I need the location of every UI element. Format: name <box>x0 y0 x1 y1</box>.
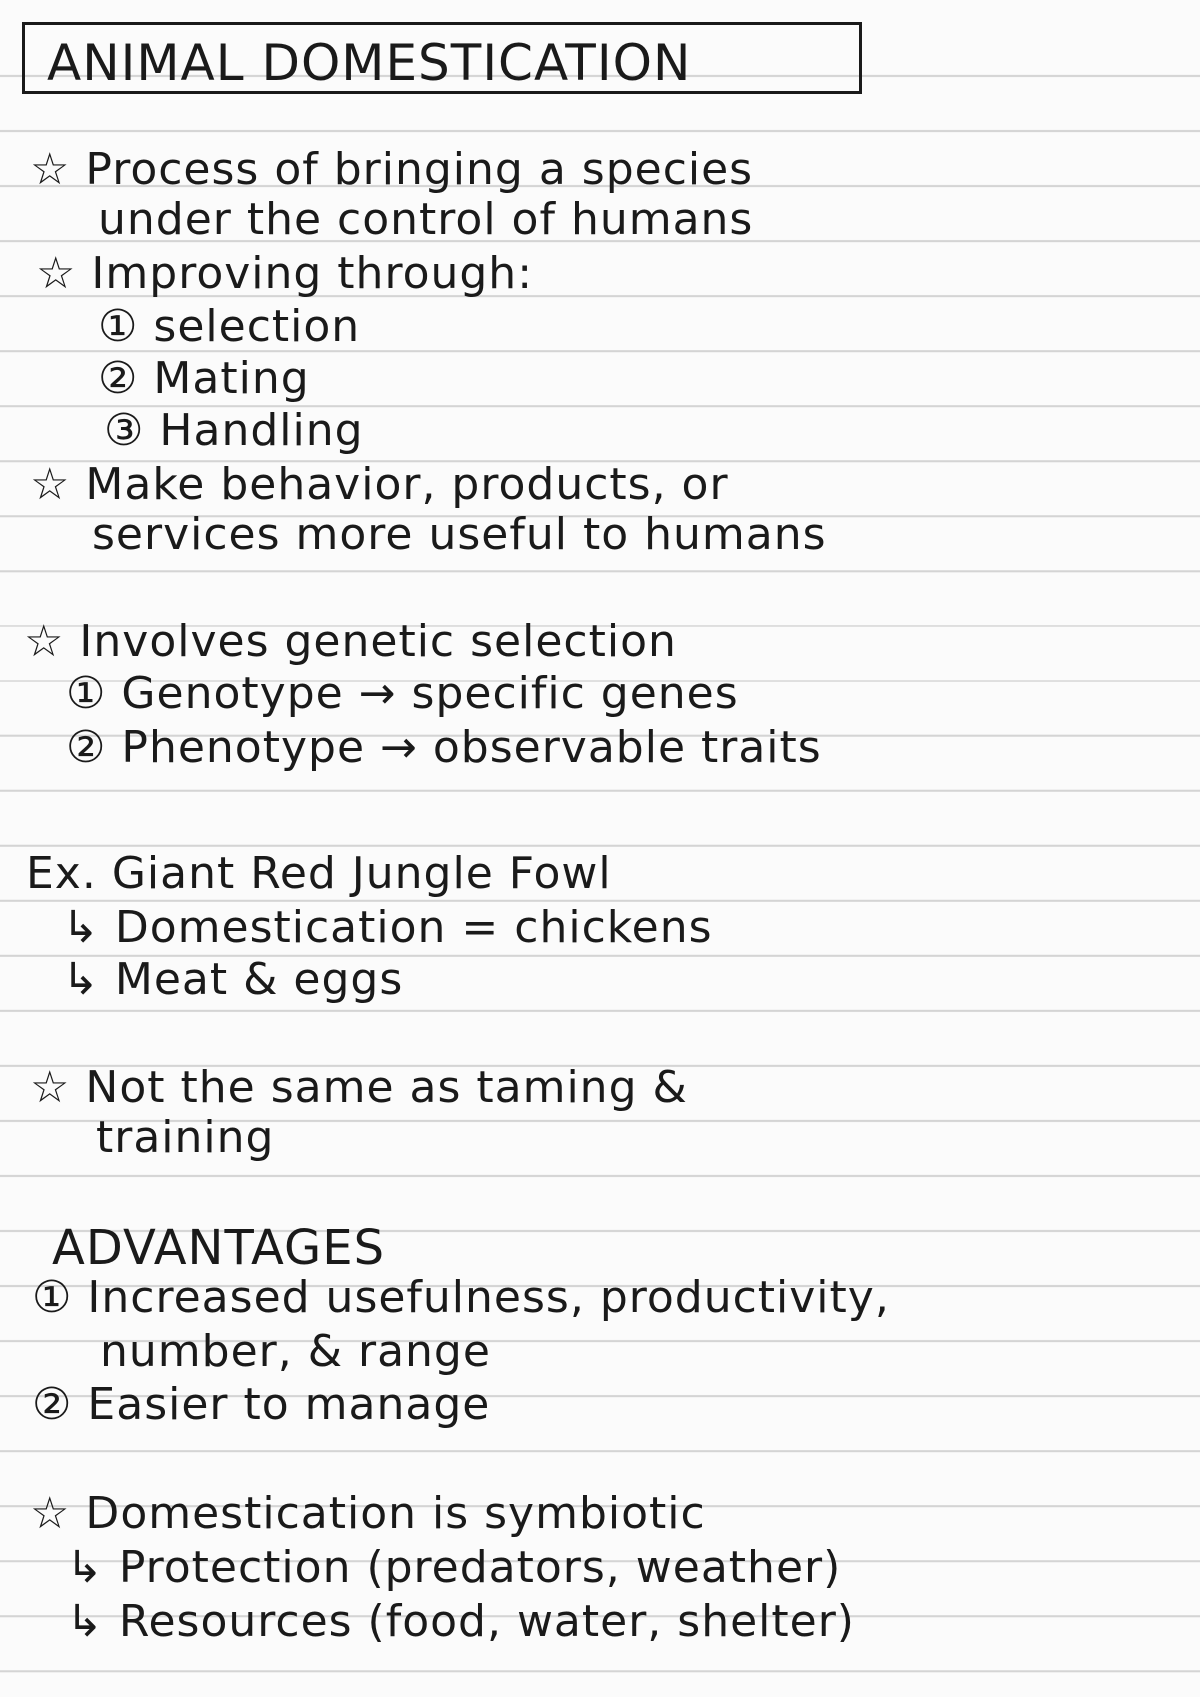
note-line: ☆ Improving through: <box>36 248 534 299</box>
list-item: ① Increased usefulness, productivity, <box>32 1272 890 1323</box>
note-line: under the control of humans <box>98 194 754 245</box>
page-title: ANIMAL DOMESTICATION <box>47 34 692 92</box>
note-line: services more useful to humans <box>92 509 827 560</box>
section-heading-advantages: ADVANTAGES <box>52 1220 386 1276</box>
note-line: ☆ Involves genetic selection <box>24 616 677 667</box>
list-item: ↳ Resources (food, water, shelter) <box>66 1596 855 1647</box>
list-item: ↳ Domestication = chickens <box>62 902 713 953</box>
note-line: ☆ Domestication is symbiotic <box>30 1488 706 1539</box>
list-item: ③ Handling <box>104 405 364 456</box>
title-box <box>22 22 862 94</box>
note-line: ☆ Process of bringing a species <box>30 144 754 195</box>
list-item: ② Easier to manage <box>32 1379 491 1430</box>
list-item: ↳ Meat & eggs <box>62 954 404 1005</box>
list-item: ① selection <box>98 301 361 352</box>
list-item: ② Phenotype → observable traits <box>66 722 822 773</box>
note-line: ☆ Make behavior, products, or <box>30 459 729 510</box>
note-line: ☆ Not the same as taming & <box>30 1062 688 1113</box>
list-item: ② Mating <box>98 353 310 404</box>
example-heading: Ex. Giant Red Jungle Fowl <box>26 848 612 899</box>
list-item: number, & range <box>100 1326 491 1377</box>
list-item: ↳ Protection (predators, weather) <box>66 1542 842 1593</box>
note-line: training <box>96 1112 275 1163</box>
list-item: ① Genotype → specific genes <box>66 668 739 719</box>
